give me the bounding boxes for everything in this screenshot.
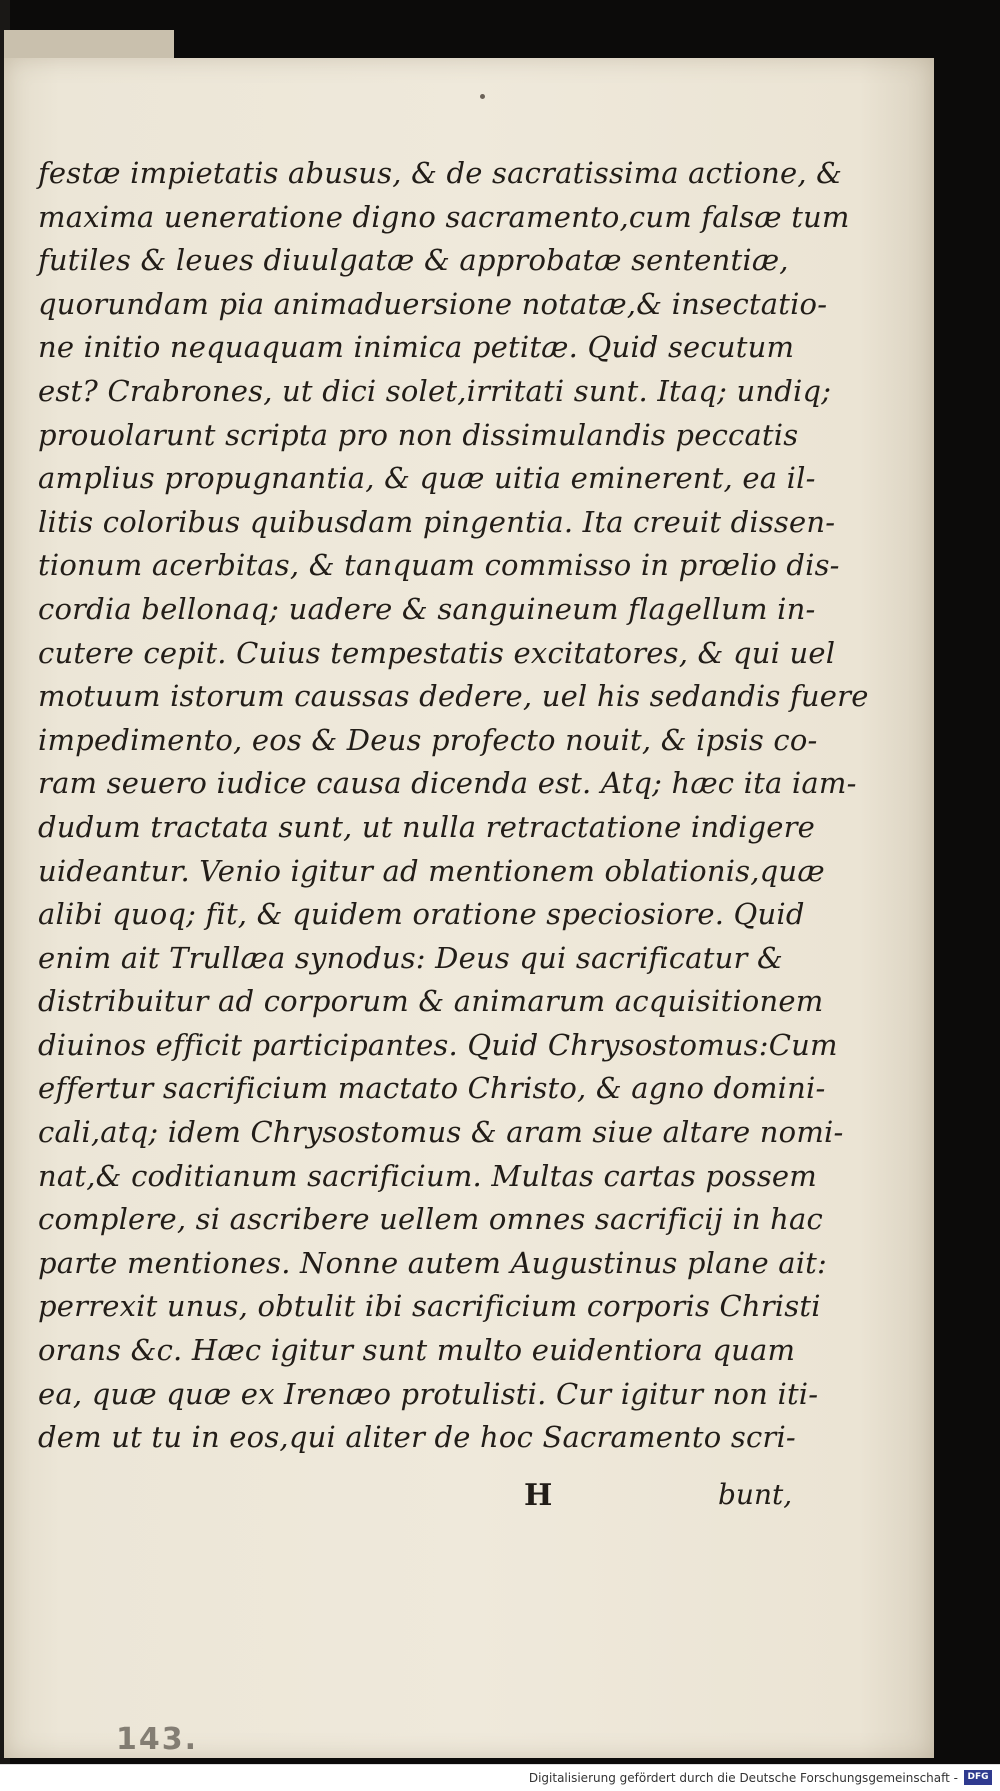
text-line: festæ impietatis abusus, & de sacratissima actione, & [38, 156, 843, 190]
text-line: dem ut tu in eos,qui aliter de hoc Sacramento scri- [38, 1420, 796, 1455]
text-line: orans &c. Hæc igitur sunt multo euidentiora quam [38, 1333, 796, 1368]
text-line: parte mentiones. Nonne autem Augustinus plane ait: [38, 1245, 828, 1280]
text-line: dudum tractata sunt, ut nulla retractatione indigere [38, 809, 816, 844]
text-line: enim ait Trullæa synodus: Deus qui sacrificatur & [38, 940, 784, 975]
text-line: cordia bellonaq; uadere & sanguineum flagellum in- [38, 591, 816, 626]
text-line: uideantur. Venio igitur ad mentionem oblationis,quæ [38, 853, 825, 888]
signature-mark: H [524, 1478, 553, 1513]
page-text [38, 152, 869, 1460]
text-line: alibi quoq; fit, & quidem oratione speciosiore. Quid [38, 897, 805, 932]
text-line: diuinos efficit participantes. Quid Chrysostomus:Cum [38, 1027, 838, 1062]
text-line: ne initio nequaquam inimica petitæ. Quid secutum [38, 330, 795, 365]
text-line: nat,& coditianum sacrificium. Multas cartas possem [38, 1158, 817, 1193]
text-line: complere, si ascribere uellem omnes sacrificij in hac [38, 1202, 823, 1237]
text-line: impedimento, eos & Deus profecto nouit, & ipsis co- [38, 722, 818, 757]
catchword: bunt, [718, 1478, 793, 1511]
text-line: maxima ueneratione digno sacramento,cum falsæ tum [38, 199, 850, 234]
text-line: prouolarunt scripta pro non dissimulandis peccatis [38, 417, 799, 452]
text-line: cali,atq; idem Chrysostomus & aram siue altare nomi- [38, 1115, 844, 1150]
text-line: est? Crabrones, ut dici solet,irritati sunt. Itaq; undiq; [38, 373, 832, 408]
text-line: amplius propugnantia, & quæ uitia eminerent, ea il- [38, 461, 816, 496]
text-line: ram seuero iudice causa dicenda est. Atq; hæc ita iam- [38, 766, 857, 801]
text-line: perrexit unus, obtulit ibi sacrificium corporis Christi [38, 1289, 821, 1324]
footer-credit: Digitalisierung gefördert durch die Deutsche Forschungsgemeinschaft - [528, 1771, 958, 1785]
text-line: quorundam pia animaduersione notatæ,& insectatio- [38, 286, 828, 321]
text-line: cutere cepit. Cuius tempestatis excitatores, & qui uel [38, 635, 836, 670]
text-line: futiles & leues diuulgatæ & approbatæ sententiæ, [38, 243, 789, 278]
text-line: litis coloribus quibusdam pingentia. Ita creuit dissen- [38, 504, 836, 539]
page-dot [480, 94, 485, 99]
text-line: distribuitur ad corporum & animarum acquisitionem [38, 984, 824, 1019]
footer-bar [0, 1764, 1000, 1791]
scan-page-number: 143. [116, 1722, 199, 1757]
text-line: motuum istorum caussas dedere, uel his sedandis fuere [38, 679, 869, 714]
text-line: tionum acerbitas, & tanquam commisso in prœlio dis- [38, 548, 840, 583]
text-line: effertur sacrificium mactato Christo, & agno domini- [38, 1071, 826, 1106]
text-line: ea, quæ quæ ex Irenæo protulisti. Cur igitur non iti- [38, 1376, 819, 1411]
dfg-logo: DFG [964, 1770, 992, 1785]
